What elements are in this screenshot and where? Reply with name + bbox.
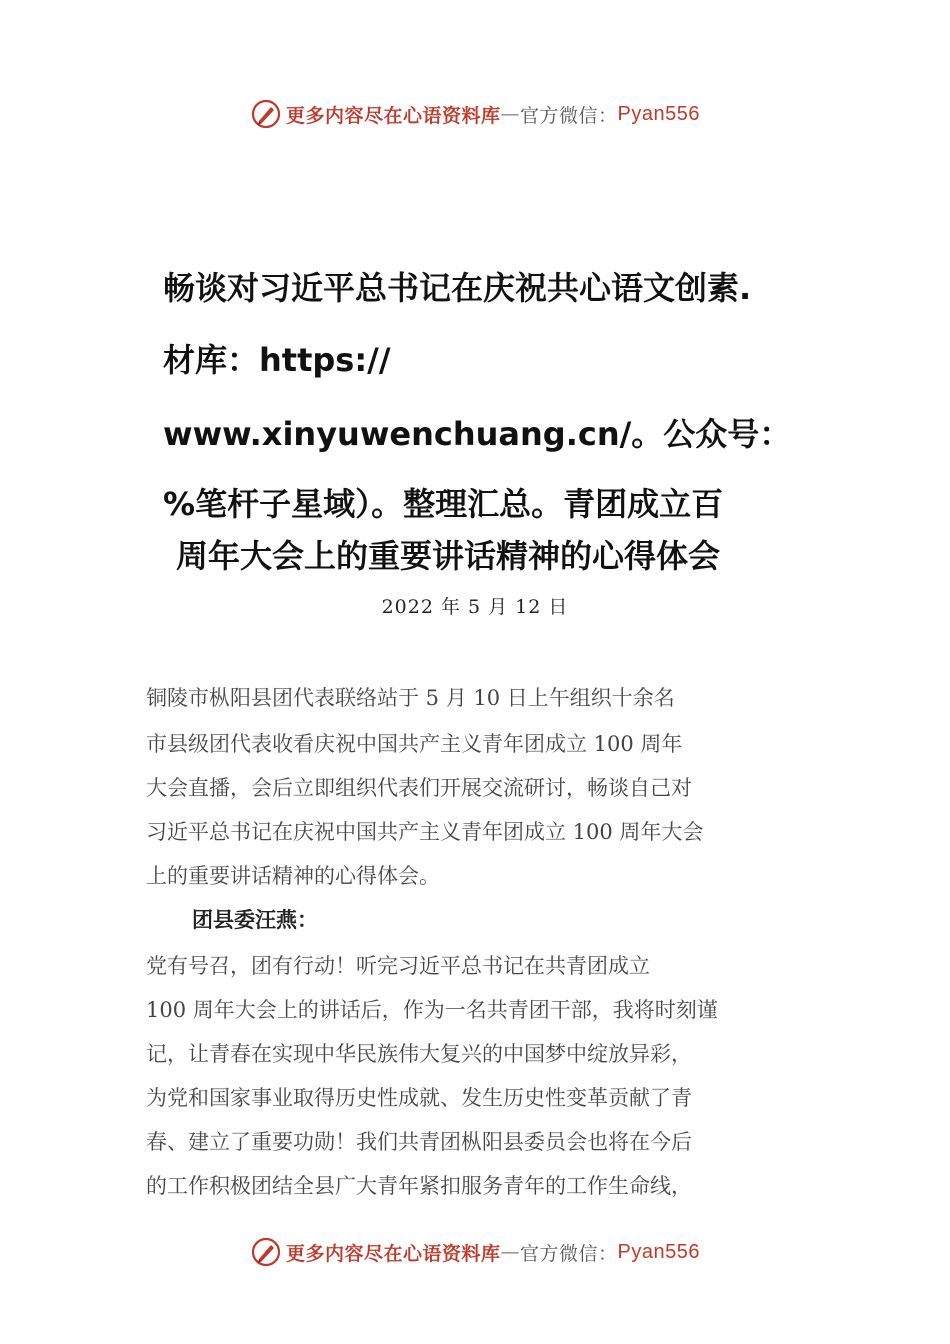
title-line-4: %笔杆子星域）。整理汇总。青团成立百 <box>163 485 724 523</box>
paragraph-1-line: 铜陵市枞阳县团代表联络站于 5 月 10 日上午组织十余名 <box>146 686 675 710</box>
banner-dash: — <box>500 103 521 125</box>
paragraph-1-line: 市县级团代表收看庆祝中国共产主义青年团成立 100 周年 <box>146 732 683 756</box>
banner-brand: 更多内容尽在心语资料库 <box>286 1242 501 1265</box>
banner-wechat-id: Pyan556 <box>617 1240 700 1263</box>
paragraph-2-line: 的工作积极团结全县广大青年紧扣服务青年的工作生命线， <box>146 1174 692 1198</box>
paragraph-1-line: 大会直播，会后立即组织代表们开展交流研讨，畅谈自己对 <box>146 776 692 800</box>
header-banner <box>0 94 950 134</box>
banner-wechat-id: Pyan556 <box>617 102 700 125</box>
title-line-2: 材库：https:// <box>163 341 391 379</box>
speaker-heading: 团县委汪燕： <box>192 907 318 932</box>
banner-dash: — <box>500 1241 521 1263</box>
paragraph-2-line: 党有号召，团有行动！听完习近平总书记在共青团成立 <box>146 954 650 978</box>
footer-banner <box>0 1232 950 1272</box>
paragraph-1-line: 习近平总书记在庆祝中国共产主义青年团成立 100 周年大会 <box>146 820 704 844</box>
title-line-3: www.xinyuwenchuang.cn/。公众号： <box>163 415 792 453</box>
pen-logo-icon <box>250 1236 282 1268</box>
document-date: 2022 年 5 月 12 日 <box>381 596 569 618</box>
paragraph-1-line: 上的重要讲话精神的心得体会。 <box>146 864 440 888</box>
paragraph-2-line: 100 周年大会上的讲话后，作为一名共青团干部，我将时刻谨 <box>146 998 718 1022</box>
banner-label: 官方微信： <box>520 104 618 127</box>
title-line-5: 周年大会上的重要讲话精神的心得体会 <box>176 537 721 575</box>
paragraph-2-line: 春、建立了重要功勋！我们共青团枞阳县委员会也将在今后 <box>146 1130 692 1154</box>
banner-brand: 更多内容尽在心语资料库 <box>286 104 501 127</box>
title-line-1: 畅谈对习近平总书记在庆祝共心语文创素. <box>163 269 752 307</box>
pen-logo-icon <box>250 98 282 130</box>
banner-label: 官方微信： <box>520 1242 618 1265</box>
paragraph-2-line: 为党和国家事业取得历史性成就、发生历史性变革贡献了青 <box>146 1086 692 1110</box>
paragraph-2-line: 记，让青春在实现中华民族伟大复兴的中国梦中绽放异彩， <box>146 1042 692 1066</box>
